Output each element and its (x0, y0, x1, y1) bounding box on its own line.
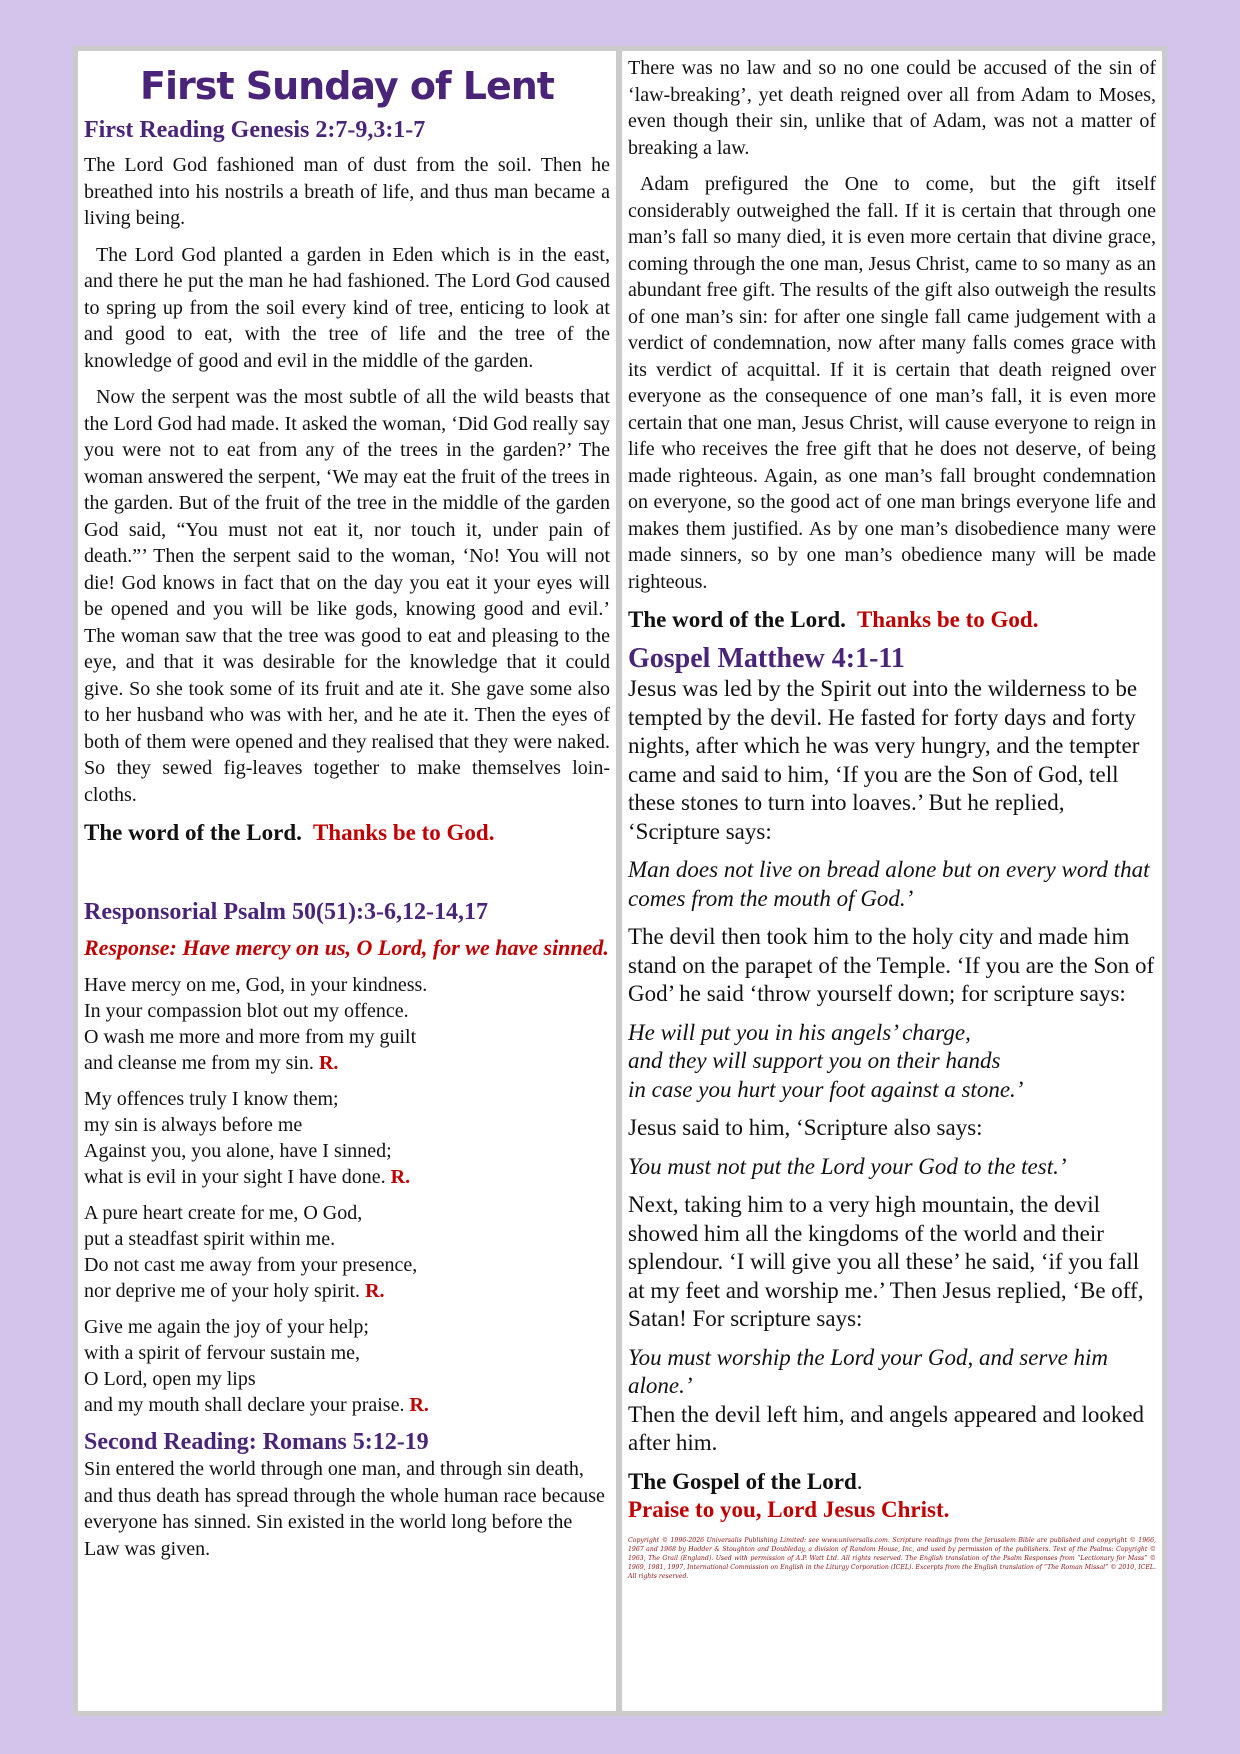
gospel-acclamation: The Gospel of the Lord. (628, 1468, 863, 1494)
first-reading-paragraph: The Lord God planted a garden in Eden which is in the east, and there he put the man he had fashioned. The Lord God caused to spring up from the soil every kind of tree, enticing to look at and good to eat, with the tree of life and the tree of the knowledge of good and evil in the middle of the garden. (84, 243, 610, 372)
psalm-line: In your compassion blot out my offence. (84, 1000, 409, 1022)
gospel-quote: Man does not live on bread alone but on every word that comes from the mouth of God.’ (628, 857, 1150, 911)
page-frame (73, 46, 1167, 1716)
gospel-paragraph: Then the devil left him, and angels appeared and looked after him. (628, 1401, 1145, 1455)
acclamation-text: The word of the Lord. (628, 607, 846, 632)
psalm-response: Response: Have mercy on us, O Lord, for we have sinned. (84, 935, 609, 960)
gospel-quote-line: and they will support you on their hands (628, 1048, 1001, 1073)
psalm-line: nor deprive me of your holy spirit. (84, 1280, 361, 1302)
psalm-stanza (84, 972, 610, 1076)
gospel-paragraph: Jesus said to him, ‘Scripture also says: (628, 1115, 983, 1140)
psalm-line: Have mercy on me, God, in your kindness. (84, 974, 428, 996)
copyright-notice: Copyright © 1996-2026 Universalis Publishing Limited: see www.universalis.com. Scripture readings from the Jerusalem Bible are published and copyright © 1966, 1967 and 1968 by Hodder & Stoughton and Doubleday, a division of Random House, Inc, and used by permission of the publishers. Text of the Psalms: Copyright © 1963, The Grail (England). Used with permission of A.P. Watt Ltd. All rights reserved. The English translation of the Psalm Responses from “Lectionary for Mass” © 1969, 1981, 1997, International Commission on English in the Liturgy Corporation (ICEL). Excerpts from the English translation of “The Roman Missal” © 2010, ICEL. All rights reserved. (628, 1536, 1156, 1580)
psalm-line: and my mouth shall declare your praise. (84, 1394, 405, 1416)
first-reading-heading: First Reading Genesis 2:7-9,3:1-7 (84, 117, 426, 143)
psalm-line: Against you, you alone, have I sinned; (84, 1140, 392, 1162)
acclamation-response: Thanks be to God. (856, 607, 1039, 632)
response-marker: R. (409, 1394, 429, 1416)
psalm-line: O wash me more and more from my guilt (84, 1026, 417, 1048)
second-reading-acclamation (628, 605, 1156, 635)
first-reading-acclamation (84, 818, 610, 848)
second-reading-paragraph: There was no law and so no one could be accused of the sin of ‘law-breaking’, yet death reigned over all from Adam to Moses, even though their sin, unlike that of Adam, was not a matter of breaking a law. (628, 57, 1156, 159)
response-marker: R. (318, 1052, 339, 1074)
second-reading-paragraph: Sin entered the world through one man, and through sin death, and thus death has spread through the whole human race because everyone has sinned. Sin existed in the world long before the Law was given. (84, 1458, 605, 1560)
psalm-stanza (84, 1200, 610, 1304)
gospel-paragraph: Jesus was led by the Spirit out into the wilderness to be tempted by the devil. He fasted for forty days and forty nights, after which he was very hungry, and the tempter came and said to him, ‘If you are the Son of God, tell these stones to turn into loaves.’ But he replied, ‘Scripture says: (628, 676, 1140, 844)
left-column (78, 51, 616, 1711)
response-marker: R. (365, 1280, 385, 1302)
psalm-line: and cleanse me from my sin. (84, 1052, 314, 1074)
psalm-line: what is evil in your sight I have done. (84, 1166, 386, 1188)
gospel-quote: You must not put the Lord your God to the test.’ (628, 1153, 1067, 1179)
gospel-paragraph: The devil then took him to the holy city and made him stand on the parapet of the Temple. ‘If you are the Son of God’ he said ‘throw yourself down; for scripture says: (628, 924, 1155, 1006)
acclamation-response: Thanks be to God. (312, 820, 495, 845)
psalm-line: put a steadfast spirit within me. (84, 1228, 336, 1250)
gospel-quote-line: He will put you in his angels’ charge, (628, 1019, 971, 1045)
response-marker: R. (390, 1166, 411, 1188)
gospel-heading: Gospel Matthew 4:1-11 (628, 643, 905, 674)
gospel-quote: You must worship the Lord your God, and serve him alone.’ (628, 1344, 1109, 1398)
gospel-quote (628, 1019, 1156, 1105)
psalm-line: A pure heart create for me, O God, (84, 1202, 363, 1224)
psalm-line: Give me again the joy of your help; (84, 1316, 369, 1338)
second-reading-paragraph: Adam prefigured the One to come, but the gift itself considerably outweighed the fall. If it is certain that through one man’s fall so many died, it is even more certain that divine grace, coming through the one man, Jesus Christ, came to so many as an abundant free gift. The results of the gift also outweigh the results of one man’s sin: for after one single fall came judgement with a verdict of condemnation, now after many falls comes grace with its verdict of acquittal. If it is certain that death reigned over everyone as the consequence of one man’s fall, it is even more certain that one man, Jesus Christ, will cause everyone to reign in life who receives the free gift that he does not deserve, of being made righteous. Again, as one man’s fall brought condemnation on everyone, so the good act of one man brings everyone life and makes them justified. As by one man’s disobedience many were made sinners, so by one man’s obedience many will be made righteous. (628, 173, 1156, 593)
acclamation-text: The word of the Lord. (84, 820, 302, 845)
psalm-line: Do not cast me away from your presence, (84, 1254, 418, 1276)
psalm-heading: Responsorial Psalm 50(51):3-6,12-14,17 (84, 899, 488, 925)
second-reading-heading: Second Reading: Romans 5:12-19 (84, 1429, 429, 1455)
acclamation-text: The Gospel of the Lord (628, 1468, 857, 1494)
right-column (622, 51, 1162, 1711)
first-reading-paragraph: Now the serpent was the most subtle of all the wild beasts that the Lord God had made. It asked the woman, ‘Did God really say you were not to eat from any of the trees in the garden?’ The woman answered the serpent, ‘We may eat the fruit of the trees in the garden. But of the fruit of the tree in the middle of the garden God said, “You must not eat it, nor touch it, under pain of death.”’ Then the serpent said to the woman, ‘No! You will not die! God knows in fact that on the day you eat it your eyes will be opened and you will be like gods, knowing good and evil.’ The woman saw that the tree was good to eat and pleasing to the eye, and that it was desirable for the knowledge that it could give. So she took some of its fruit and ate it. She gave some also to her husband who was with her, and he ate it. Then the eyes of both of them were opened and they realised that they were naked. So they sewed fig-leaves together to make themselves loin-cloths. (84, 386, 610, 806)
page-title: First Sunday of Lent (140, 64, 554, 108)
psalm-line: with a spirit of fervour sustain me, (84, 1342, 361, 1364)
first-reading-paragraph: The Lord God fashioned man of dust from the soil. Then he breathed into his nostrils a breath of life, and thus man became a living being. (84, 154, 610, 229)
psalm-stanza (84, 1314, 610, 1418)
psalm-stanza (84, 1086, 610, 1190)
psalm-line: my sin is always before me (84, 1114, 303, 1136)
psalm-line: My offences truly I know them; (84, 1088, 339, 1110)
gospel-quote-line: in case you hurt your foot against a stone.’ (628, 1076, 1024, 1102)
psalm-line: O Lord, open my lips (84, 1368, 256, 1390)
gospel-response: Praise to you, Lord Jesus Christ. (628, 1496, 950, 1522)
gospel-paragraph: Next, taking him to a very high mountain, the devil showed him all the kingdoms of the world and their splendour. ‘I will give you all these’ he said, ‘if you fall at my feet and worship me.’ Then Jesus replied, ‘Be off, Satan! For scripture says: (628, 1192, 1144, 1331)
